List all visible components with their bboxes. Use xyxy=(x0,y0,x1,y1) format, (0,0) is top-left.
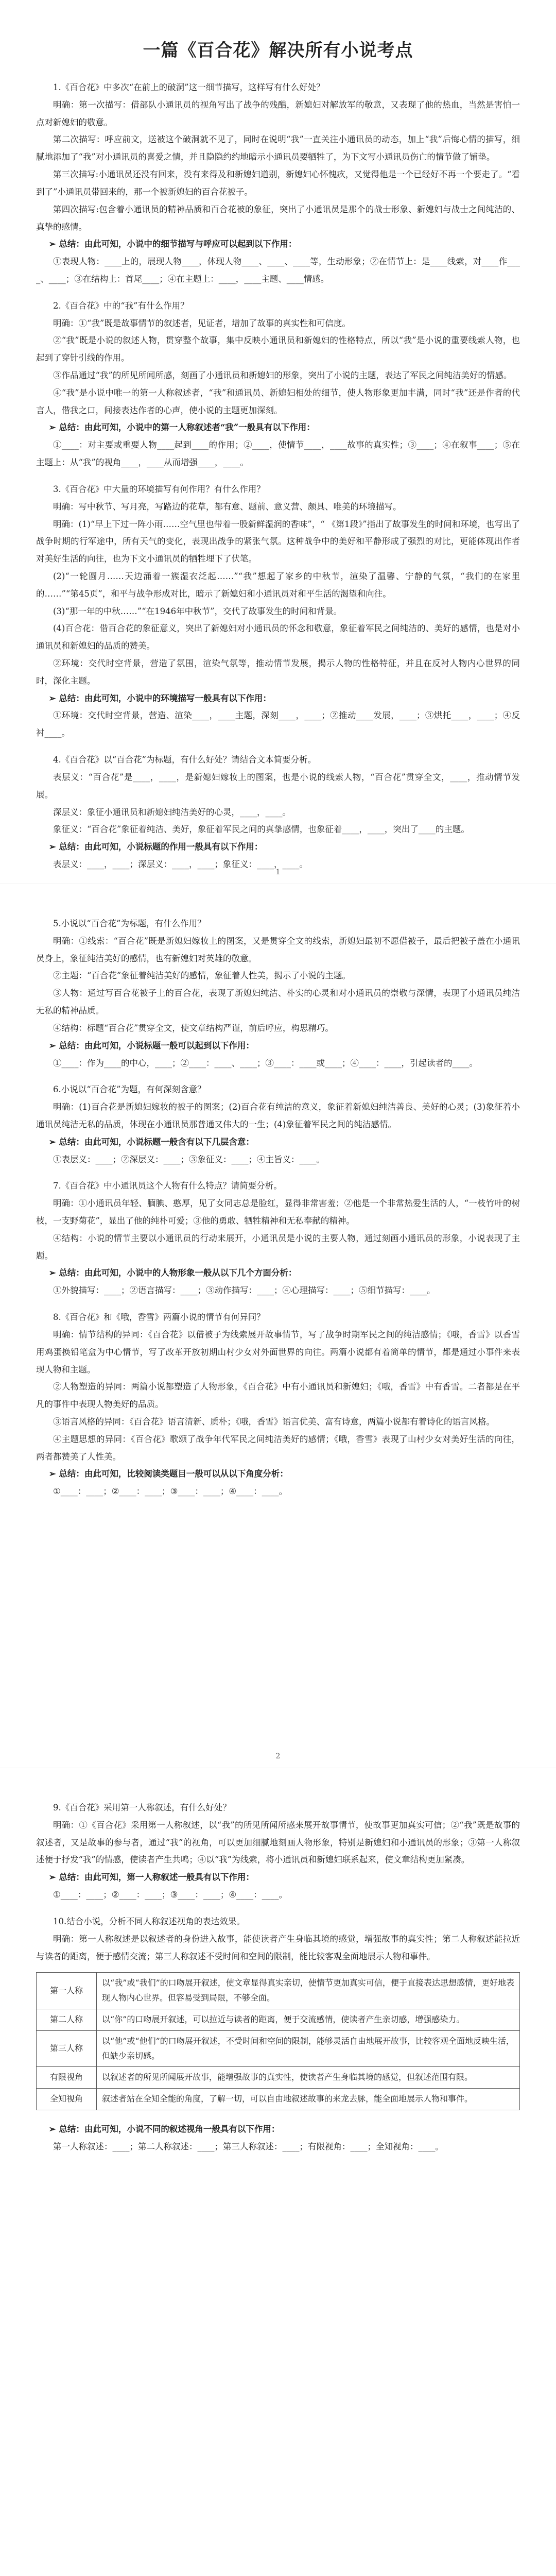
paragraph: 明确：①线索：“百合花”既是新媳妇嫁妆上的图案，又是贯穿全文的线索，新媳妇最初不愿借被子，最后把被子盖在小通讯员身上，象征纯洁美好的感情，也有新媳妇对英雄的敬意。 xyxy=(36,936,520,963)
table-cell-label: 第三人称 xyxy=(37,2030,97,2067)
table-row xyxy=(37,1973,520,2009)
page xyxy=(0,0,556,884)
paragraph: 8.《百合花》和《哦，香雪》两篇小说的情节有何异同？ xyxy=(53,1312,265,1323)
paragraph: ①____：____；②____：____；③____：____；④____：____。 xyxy=(53,1486,288,1497)
paragraph: 明确：(1)“早上下过一阵小雨……空气里也带着一股新鲜湿润的香味”，“ 《第1段》”指出了故事发生的时间和环境，也写出了战争时期的行军途中，所有天气的变化，表现出战争的紧张气氛。这种战争中的美好和平静形成了强烈的对比，更能体现出作者对美好生活的向往，也为下文小通讯员的牺牲埋下了伏笔。 xyxy=(36,519,520,564)
paragraph: 第四次描写:包含着小通讯员的精神品质和百合花被的象征，突出了小通讯员是那个的战士形象、新媳妇与战士之间纯洁的、真挚的感情。 xyxy=(36,204,520,232)
narrative-perspective-table xyxy=(36,1972,520,2110)
table-cell-value: 以叙述者的所见所闻展开故事，能增强故事的真实性，使读者产生身临其境的感觉，但叙述范围有限。 xyxy=(97,2067,520,2089)
paragraph: ④“我”是小说中唯一的第一人称叙述者，“我”和通讯员、新媳妇相处的细节，使人物形象更加丰满，同时“我”还是作者的代言人，借我之口，间接表达作者的心声，使小说的主题更加深刻。 xyxy=(36,387,520,415)
table-cell-value: 以“你”的口吻展开叙述，可以拉近与读者的距离，便于交流感情，使读者产生亲切感，增强感染力。 xyxy=(97,2009,520,2030)
spacer xyxy=(36,742,520,751)
paragraph: ③语言风格的异同：《百合花》语言清新、质朴；《哦，香雪》语言优美、富有诗意，两篇小说都有着诗化的语言风格。 xyxy=(53,1416,495,1427)
paragraph: ②人物塑造的异同：两篇小说都塑造了人物形象，《百合花》中有小通讯员和新媳妇；《哦，香雪》中有香雪。二者都是在平凡的事件中表现人物美好的品质。 xyxy=(36,1382,520,1410)
paragraph: (2)“一轮圆月……天边涌着一簇湿衣泛起……”“我”想起了家乡的中秋节，渲染了温馨、宁静的气氛，“我们的在家里的……”“第45页”，和平与战争形成对比，暗示了新媳妇和小通讯员对和平生活的渴望和向往。 xyxy=(36,571,520,599)
spacer xyxy=(36,1299,520,1309)
page-title: 一篇《百合花》解决所有小说考点 xyxy=(143,40,413,61)
paragraph: 明确：情节结构的异同：《百合花》以借被子为线索展开故事情节，写了战争时期军民之间的纯洁感情；《哦，香雪》以香雪用鸡蛋换铅笔盒为中心情节，写了改革开放初期山村少女对外面世界的向往。两篇小说都有着简单的情节，都是通过小事件来表现人物和主题。 xyxy=(36,1329,520,1375)
paragraph: (3)“那一年的中秋……”“在1946年中秋节”，交代了故事发生的时间和背景。 xyxy=(53,606,342,616)
page xyxy=(0,884,556,1768)
paragraph: 明确：第一人称叙述是以叙述者的身份进入故事，能使读者产生身临其境的感觉，增强故事的真实性；第二人称叙述能拉近与读者的距离，便于感情交流；第三人称叙述不受时间和空间的限制，能比较客观全面地展示人物和事件。 xyxy=(36,1934,520,1961)
paragraph: ③作品通过“我”的所见所闻所感，刻画了小通讯员和新媳妇的形象，突出了小说的主题，表达了军民之间纯洁美好的情感。 xyxy=(53,370,512,380)
spacer xyxy=(36,1072,520,1081)
paragraph: 明确：写中秋节、写月亮，写路边的花草，都有意、题前、意义营、颇具、唯美的环境描写。 xyxy=(53,501,402,512)
paragraph: 深层义：象征小通讯员和新媳妇纯洁美好的心灵，____，____。 xyxy=(53,807,291,817)
spacer xyxy=(36,1168,520,1177)
paragraph: ①环境：交代时空背景，营造、渲染____，____主题，深刻____，____；②推动____发展，____；③烘托____，____；④反衬____。 xyxy=(36,710,520,738)
spacer xyxy=(36,288,520,297)
table-cell-label: 全知视角 xyxy=(37,2089,97,2110)
paragraph: 明确：①《百合花》采用第一人称叙述，以“我”的所见所闻所感来展开故事情节，使故事更加真实可信；②“我”既是故事的叙述者，又是故事的参与者，通过“我”的视角，可以更加细腻地刻画人物形象，特别是新媳妇和小通讯员的形象；③第一人称叙述便于抒发“我”的情感，使读者产生共鸣；④以“我”为线索，将小通讯员和新媳妇联系起来，使文章结构更加紧凑。 xyxy=(36,1820,520,1865)
table-cell-value: 以“我”或“我们”的口吻展开叙述，使文章显得真实亲切，使情节更加真实可信，便于直接表达思想感情，更好地表现人物内心世界。但容易受到局限，不够全面。 xyxy=(97,1973,520,2009)
paragraph: 明确：①小通讯员年轻、腼腆、憨厚，见了女同志总是脸红，显得非常害羞；②他是一个非常热爱生活的人，“一枝竹叶的树枝，一支野菊花”，显出了他的纯朴可爱；③他的勇敢、牺牲精神和无私奉献的精神。 xyxy=(36,1198,520,1226)
page-number: 1 xyxy=(275,868,281,876)
paragraph: (4)百合花：借百合花的象征意义，突出了新媳妇对小通讯员的怀念和敬意，象征着军民之间纯洁的、美好的感情，也是对小通讯员和新媳妇的品质的赞美。 xyxy=(36,623,520,651)
summary-heading: ➢ 总结：由此可知，比较阅读类题目一般可以从以下角度分析： xyxy=(48,1469,288,1479)
table-cell-value: 以“他”或“他们”的口吻展开叙述，不受时间和空间的限制，能够灵活自由地展开故事，比较客观全面地反映生活，但缺少亲切感。 xyxy=(97,2030,520,2067)
summary-heading: ➢ 总结：由此可知，小说中的环境描写一般具有以下作用： xyxy=(48,693,271,703)
paragraph: 2.《百合花》中的“我”有什么作用？ xyxy=(53,300,189,311)
table-cell-value: 叙述者站在全知全能的角度，了解一切，可以自由地叙述故事的来龙去脉，能全面地展示人物和事件。 xyxy=(97,2089,520,2110)
paragraph: 1.《百合花》中多次“在前上的破洞”这一细节描写，这样写有什么好处？ xyxy=(53,82,325,92)
spacer xyxy=(36,1904,520,1913)
paragraph: 明确：①“我”既是故事情节的叙述者，见证者，增加了故事的真实性和可信度。 xyxy=(53,318,351,328)
paragraph: 明确：(1)百合花是新媳妇嫁妆的被子的图案；(2)百合花有纯洁的意义，象征着新媳妇纯洁善良、美好的心灵；(3)象征着小通讯员纯洁无私的品质，体现在小通讯员那普通又伟大的一生；(4)象征着军民之间的纯洁感情。 xyxy=(36,1102,520,1129)
paragraph: ①____：____；②____：____；③____：____；④____：____。 xyxy=(53,1890,288,1900)
paragraph: ①____：对主要或重要人物____起到____的作用；②____，使情节____，____故事的真实性；③____；④在叙事____；⑤在主题上：从“我”的视角____，____从而增强____，____。 xyxy=(36,440,520,468)
summary-heading: ➢ 总结：由此可知，小说不同的叙述视角一般具有以下作用： xyxy=(48,2124,280,2134)
summary-heading: ➢ 总结：由此可知，小说标题一般含有以下几层含意： xyxy=(48,1137,254,1147)
paragraph: ②环境：交代时空背景，营造了氛围，渲染气氛等，推动情节发展，揭示人物的性格特征，并且在反衬人物内心世界的同时，深化主题。 xyxy=(36,658,520,686)
paragraph: ①外貌描写：____；②语言描写：____；③动作描写：____；④心理描写：____；⑤细节描写：____。 xyxy=(53,1285,436,1296)
summary-heading: ➢ 总结：由此可知，小说标题的作用一般具有以下作用： xyxy=(48,842,263,852)
paragraph: ②主题：“百合花”象征着纯洁美好的感情，象征着人性美，揭示了小说的主题。 xyxy=(53,971,351,981)
table-row xyxy=(37,2067,520,2089)
paragraph: 3.《百合花》中大量的环境描写有何作用？有什么作用？ xyxy=(53,484,265,494)
paragraph: 第一人称叙述：____；第二人称叙述：____；第三人称叙述：____；有限视角：____；全知视角：____。 xyxy=(53,2141,444,2151)
summary-heading: ➢ 总结：由此可知，第一人称叙述一般具有以下作用： xyxy=(48,1872,254,1883)
table-row xyxy=(37,2030,520,2067)
paragraph: ①表现人物：____上的，展现人物____，体现人物____、____、____等，生动形象；②在情节上：是____线索，对____作____、____；③在结构上：首尾____；④在主题上：____，____主题、____情感。 xyxy=(36,257,520,284)
paragraph: 10.结合小说，分析不同人称叙述视角的表达效果。 xyxy=(53,1916,245,1926)
paragraph: 7.《百合花》中小通讯员这个人物有什么特点？请简要分析。 xyxy=(53,1181,282,1191)
paragraph: ①____：作为____的中心，____；②____：____、____；③____：____或____；④____：____，引起读者的____。 xyxy=(53,1058,478,1068)
paragraph: 明确：第一次描写：借部队小通讯员的视角写出了战争的残酷，新媳妇对解放军的敬意，又表现了他的热血，当然是害怕一点对新媳妇的敬意。 xyxy=(36,99,520,127)
table-row xyxy=(37,2089,520,2110)
summary-heading: ➢ 总结：由此可知，小说中的人物形象一般从以下几个方面分析： xyxy=(48,1268,297,1278)
paragraph: 4.《百合花》以“百合花”为标题，有什么好处？请结合文本简要分析。 xyxy=(53,755,317,765)
paragraph: ④结构：标题“百合花”贯穿全文，使文章结构严谨，前后呼应，构思精巧。 xyxy=(53,1023,334,1033)
paragraph: 象征义：“百合花”象征着纯洁、美好，象征着军民之间的真挚感情，也象征着____，____，突出了____的主题。 xyxy=(53,824,470,835)
table-cell-label: 第一人称 xyxy=(37,1973,97,2009)
page xyxy=(0,1768,556,2576)
paragraph: ④主题思想的异同：《百合花》歌颂了战争年代军民之间纯洁美好的感情；《哦，香雪》表现了山村少女对美好生活的向往，两者都赞美了人性美。 xyxy=(36,1434,520,1462)
summary-heading: ➢ 总结：由此可知，小说中的第一人称叙述者“我”一般具有以下作用： xyxy=(48,422,315,433)
paragraph: ①表层义：____；②深层义：____；③象征义：____；④主旨义：____。 xyxy=(53,1154,325,1164)
paragraph: 9.《百合花》采用第一人称叙述，有什么好处？ xyxy=(53,1803,231,1812)
paragraph: 表层义：____，____；深层义：____，____；象征义：____，____。 xyxy=(53,859,308,869)
table-row xyxy=(37,2009,520,2030)
page-number: 2 xyxy=(275,1752,281,1760)
paragraph: ②“我”既是小说的叙述人物，贯穿整个故事，集中反映小通讯员和新媳妇的性格特点，所以“我”是小说的重要线索人物，也起到了穿针引线的作用。 xyxy=(36,335,520,363)
paragraph: ④结构：小说的情节主要以小通讯员的行动来展开，小通讯员是小说的主要人物，通过刻画小通讯员的形象，小说表现了主题。 xyxy=(36,1233,520,1261)
paragraph: ③人物：通过写百合花被子上的百合花，表现了新媳妇纯洁、朴实的心灵和对小通讯员的崇敬与深情，表现了小通讯员纯洁无私的精神品质。 xyxy=(36,988,520,1016)
paragraph: 第三次描写:小通讯员还没有回来，没有来得及和新媳妇道别，新媳妇心怀愧疚，又觉得他是一个已经好不再一个要走了。“看到了”小通讯员带回来的，那一个被新媳妇的百合花被子。 xyxy=(36,170,520,197)
paragraph: 5.小说以“百合花”为标题，有什么作用？ xyxy=(53,919,206,928)
table-cell-label: 有限视角 xyxy=(37,2067,97,2089)
spacer xyxy=(36,471,520,481)
paragraph: 表层义：“百合花”是____，____，是新媳妇嫁妆上的图案，也是小说的线索人物，“百合花”贯穿全文，____，推动情节发展。 xyxy=(36,772,520,800)
paragraph: 6.小说以“百合花”为题，有何深刻含意？ xyxy=(53,1084,206,1095)
summary-heading: ➢ 总结：由此可知，小说中的细节描写与呼应可以起到以下作用： xyxy=(48,239,297,249)
paragraph: 第二次描写：呼应前文，送被这个破洞就不见了，同时在说明“我”一直关注小通讯员的动态，加上“我”后悔心情的描写，细腻地添加了“我”对小通讯员的喜爱之情，并且隐隐约约地暗示小通讯员要牺牲了，为下文写小通讯员伤亡的情节做了铺垫。 xyxy=(36,134,520,162)
table-cell-label: 第二人称 xyxy=(37,2009,97,2030)
summary-heading: ➢ 总结：由此可知，小说标题一般可以起到以下作用： xyxy=(48,1040,254,1050)
